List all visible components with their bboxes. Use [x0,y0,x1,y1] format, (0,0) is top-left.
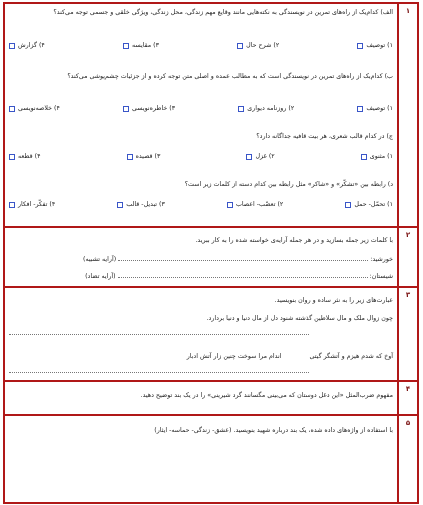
answer-blank[interactable] [9,372,309,373]
option[interactable] [117,200,165,209]
checkbox[interactable] [357,106,363,112]
checkbox[interactable] [9,154,15,160]
option-label: ۲) شرح حال [246,42,280,49]
question-2-content [9,228,393,288]
question-5-content [9,416,393,502]
option[interactable] [357,104,393,113]
question-1b-text: ب) کدام‌یک از راه‌های تمرین در نویسندگی است که به مطالب عمده و اصلی متن توجه کرده و از جزئیات چشم‌پوشی می‌کند؟ [67,73,393,80]
blank-line[interactable] [118,277,368,278]
option[interactable] [345,200,393,209]
question-1-row [5,4,417,226]
question-5-row [5,414,417,502]
question-4-content [9,382,393,416]
checkbox[interactable] [237,43,243,49]
option-label: ۱) مثنوی [369,153,393,160]
option-label: ۱) توصیف [366,105,393,112]
checkbox[interactable] [227,202,233,208]
question-number: ۲ [397,228,417,288]
question-1d-text: د) رابطه بین «تشکّر» و «شاکر» مثل رابطه بین کدام دسته از کلمات زیر است؟ [184,181,393,188]
question-1c-text: ج) در کدام قالب شعری، هر بیت قافیه جداگانه دارد؟ [256,133,393,140]
question-2-row [5,226,417,288]
verse-right: آوخ که شدم هیزم و آتشگر گیتی [309,353,393,360]
option-label: ۱) توصیف [366,42,393,49]
option[interactable] [123,104,175,113]
option-label: ۴) گزارش [18,42,45,49]
option[interactable] [237,41,279,50]
checkbox[interactable] [123,106,129,112]
question-3-text: عبارت‌های زیر را به نثر ساده و روان بنویسید. [274,297,393,304]
exam-sheet [3,2,419,504]
checkbox[interactable] [9,106,15,112]
checkbox[interactable] [127,154,133,160]
answer-line-2[interactable] [9,272,393,281]
checkbox[interactable] [357,43,363,49]
checkbox[interactable] [238,106,244,112]
question-number: ۱ [397,4,417,226]
option[interactable] [9,41,45,50]
checkbox[interactable] [9,202,15,208]
option-label: ۴) خلاصه‌نویسی [18,105,60,112]
question-1a-options [9,41,393,50]
answer-line-1[interactable] [9,255,393,264]
option[interactable] [9,152,40,161]
verse-line [9,352,393,361]
option[interactable] [238,104,294,113]
checkbox[interactable] [246,154,252,160]
option[interactable] [9,200,55,209]
question-3-content [9,288,393,382]
device-hint: (آرایه تضاد) [85,273,116,280]
option[interactable] [227,200,283,209]
answer-blank[interactable] [9,334,309,335]
checkbox[interactable] [345,202,351,208]
option-label: ۲) غزل [255,153,275,160]
question-1b-options [9,104,393,113]
verse-left: اندام مرا سوخت چنین زار آتش ادبار [186,353,282,360]
question-5-text: با استفاده از واژه‌های داده شده، یک بند درباره شهید بنویسید. (عشق- زندگی- حماسه- ایثار) [154,427,393,434]
option-label: ۲) روزنامه دیواری [247,105,295,112]
option-label: ۳) تبدیل- قالب [126,201,165,208]
prose-line: چون زوال ملک و مال سلاطین گذشته شنود دل از مال دنیا و دنیا بردارد. [206,315,393,322]
question-number: ۵ [397,416,417,502]
option[interactable] [246,152,274,161]
option-label: ۳) خاطره‌نویسی [132,105,176,112]
word-label: خورشید: [370,256,393,263]
option-label: ۳) قصیده [135,153,161,160]
checkbox[interactable] [9,43,15,49]
checkbox[interactable] [123,43,129,49]
question-2-text: با کلمات زیر جمله بسازید و در هر جمله آرایه‌ی خواسته شده را به کار ببرید. [195,237,393,244]
option[interactable] [357,41,393,50]
question-number: ۳ [397,288,417,382]
question-1a-text: الف) کدام‌یک از راه‌های تمرین در نویسندگی به نکته‌هایی مانند وقایع مهم زندگی، محل زندگی، ویژگی خلقی و جسمی توجه می‌کند؟ [53,9,393,16]
option[interactable] [9,104,60,113]
question-4-row [5,380,417,416]
option-label: ۱) تحمّل- حمل [354,201,393,208]
option[interactable] [361,152,393,161]
option-label: ۳) مقایسه [131,42,160,49]
checkbox[interactable] [117,202,123,208]
checkbox[interactable] [361,154,367,160]
option[interactable] [123,41,159,50]
blank-line[interactable] [118,260,368,261]
question-1-content [9,4,393,226]
option[interactable] [127,152,161,161]
word-label: شیستان: [369,273,393,280]
question-1d-options [9,200,393,209]
option-label: ۴) تفکّر- افکار [18,201,56,208]
question-number: ۴ [397,382,417,416]
question-1c-options [9,152,393,161]
question-3-row [5,286,417,382]
device-hint: (آرایه تشبیه) [83,256,117,263]
option-label: ۲) تعصّب- اعصاب [235,201,284,208]
option-label: ۴) قطعه [18,153,41,160]
question-4-text: مفهوم ضرب‌المثل «این دغل دوستان که می‌بینی مگسانند گرد شیرینی» را در یک بند توضیح دهید. [140,392,393,399]
